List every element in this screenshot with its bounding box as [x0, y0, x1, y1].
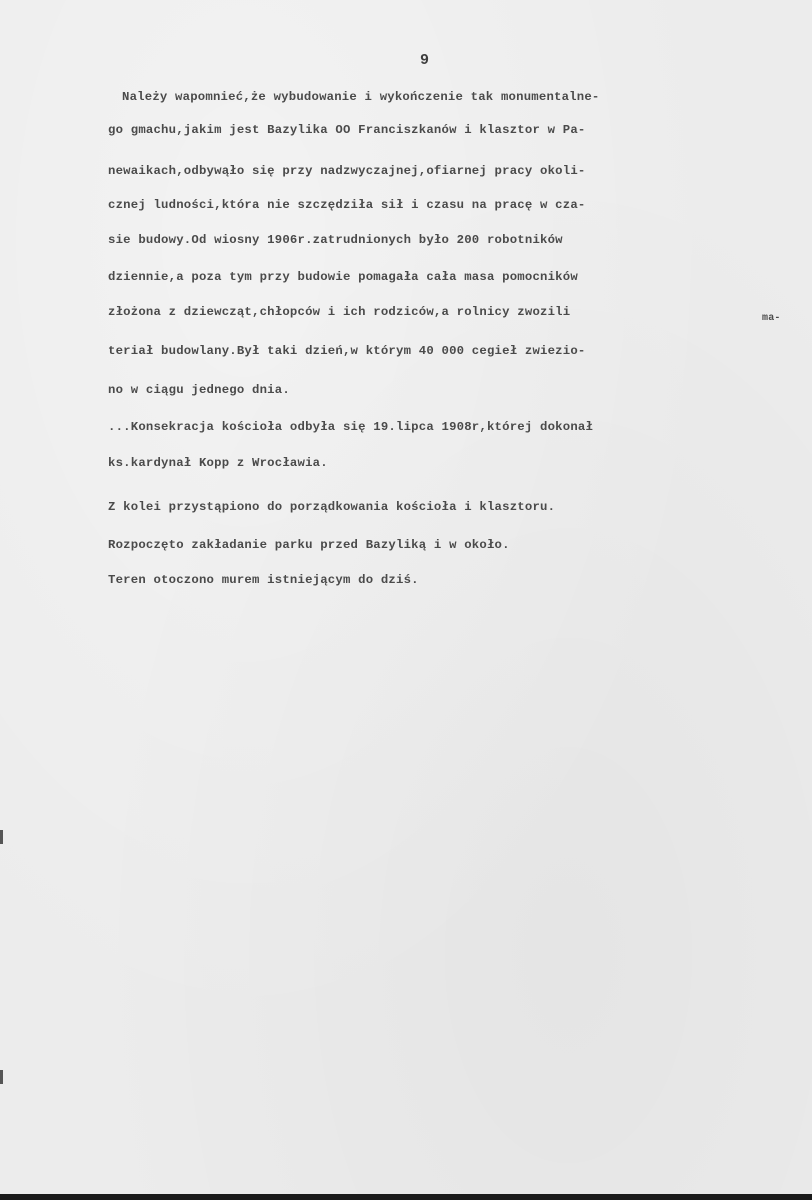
text-line: Teren otoczono murem istniejącym do dziś.	[108, 573, 419, 587]
superscript-continuation: ma-	[762, 313, 781, 324]
text-line: Rozpoczęto zakładanie parku przed Bazyliką i w około.	[108, 538, 510, 552]
text-line: Z kolei przystąpiono do porządkowania kościoła i klasztoru.	[108, 500, 556, 514]
text-line: newaikach,odbywąło się przy nadzwyczajnej,ofiarnej pracy okoli-	[108, 164, 586, 178]
text-line: no w ciągu jednego dnia.	[108, 383, 290, 397]
text-line: teriał budowlany.Był taki dzień,w którym 40 000 cegieł zwiezio-	[108, 344, 586, 358]
text-line: cznej ludności,która nie szczędziła sił i czasu na pracę w cza-	[108, 198, 586, 212]
text-line: dziennie,a poza tym przy budowie pomagała cała masa pomocników	[108, 270, 578, 284]
margin-mark	[0, 1070, 3, 1084]
text-line: ...Konsekracja kościoła odbyła się 19.lipca 1908r,której dokonał	[108, 420, 594, 434]
text-line: Należy wapomnieć,że wybudowanie i wykończenie tak monumentalne-	[122, 90, 600, 104]
text-line: sie budowy.Od wiosny 1906r.zatrudnionych było 200 robotników	[108, 233, 563, 247]
text-line: złożona z dziewcząt,chłopców i ich rodziców,a rolnicy zwozili	[108, 305, 571, 319]
text-line: ks.kardynał Kopp z Wrocławia.	[108, 456, 328, 470]
page-number: 9	[420, 52, 430, 69]
margin-mark	[0, 830, 3, 844]
text-line: go gmachu,jakim jest Bazylika OO Franciszkanów i klasztor w Pa-	[108, 123, 586, 137]
